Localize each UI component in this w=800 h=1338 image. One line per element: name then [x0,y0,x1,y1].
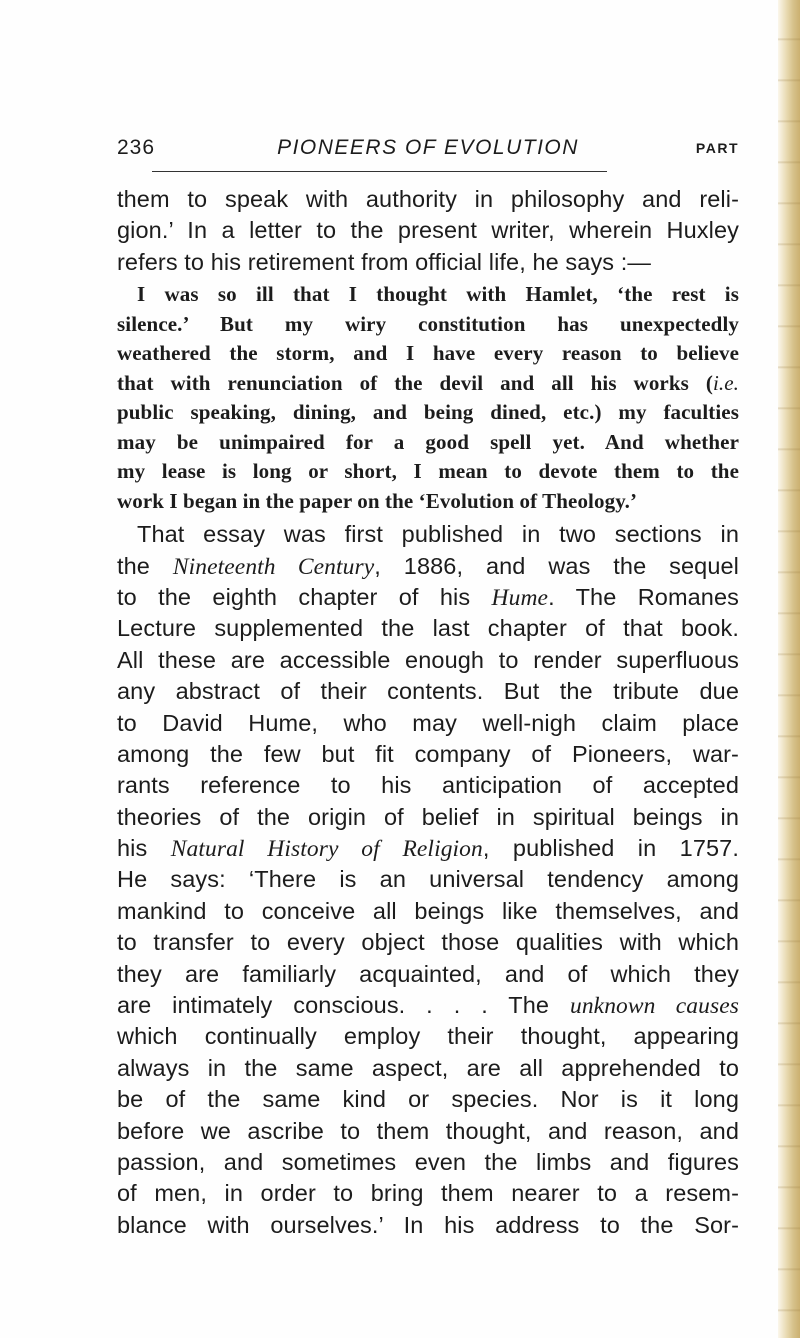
text-line: which continually employ their thought, appearing [117,1023,739,1050]
quote-line: work I began in the paper on the ‘Evolution of Theology.’ [117,488,638,513]
text-line: Lecture supplemented the last chapter of that book. [117,615,739,642]
text-line: any abstract of their contents. But the tribute due [117,678,739,705]
block-quote [117,280,739,516]
text-line: always in the same aspect, are all apprehended to [117,1054,739,1081]
emphasis: unknown causes [569,993,739,1020]
text-line: blance with ourselves.’ In his address to the Sor- [117,1211,739,1238]
running-title: PIONEERS OF EVOLUTION [277,136,579,159]
page-edge-texture [778,0,800,1338]
quote-line: I was so ill that I thought with Hamlet, ‘the rest is [137,282,739,307]
text-span: , published in 1757. [482,835,739,862]
text-span: are intimately conscious. . . . The [117,992,570,1019]
quote-line: may be unimpaired for a good spell yet. And whether [117,429,739,454]
running-header [117,136,739,166]
body-text [117,184,739,1241]
page-number: 236 [117,136,156,159]
header-rule [152,171,607,172]
text-line: refers to his retirement from official life, he says :— [117,248,651,275]
quote-line: silence.’ But my wiry constitution has unexpectedly [117,311,739,336]
text-line: theories of the origin of belief in spiritual beings in [117,803,739,830]
quote-line: my lease is long or short, I mean to devote them to the [117,459,739,484]
text-line: among the few but fit company of Pioneers, war- [117,740,739,767]
text-line: gion.’ In a letter to the present writer, wherein Huxley [117,217,739,244]
text-span: , 1886, and was the sequel [374,552,739,579]
book-title: Natural History of Religion [170,836,483,863]
text-line: mankind to conceive all beings like themselves, and [117,897,739,924]
text-line [117,551,739,582]
text-span: his [117,835,171,862]
book-title: Hume [491,584,549,611]
text-line: That essay was first published in two sections in [137,521,739,548]
quote-text: that with renunciation of the devil and all his works ( [117,370,713,395]
text-span: to the eighth chapter of his [117,583,492,610]
text-line: of men, in order to bring them nearer to a resem- [117,1180,739,1207]
part-label: PART [695,140,739,156]
text-line [117,833,739,864]
text-line: All these are accessible enough to render superfluous [117,646,739,673]
paragraph-2 [117,519,739,1241]
text-line: to David Hume, who may well-nigh claim place [117,709,739,736]
quote-italic: i.e. [712,370,739,395]
paragraph-1 [117,184,739,278]
text-line: before we ascribe to them thought, and reason, and [117,1117,739,1144]
quote-line: public speaking, dining, and being dined, etc.) my faculties [117,400,739,425]
quote-line [117,369,739,399]
text-line: He says: ‘There is an universal tendency among [117,866,739,893]
book-title: Nineteenth Century [172,553,375,580]
text-line: passion, and sometimes even the limbs and figures [117,1148,739,1175]
text-line: be of the same kind or species. Nor is it long [117,1086,739,1113]
text-line: they are familiarly acquainted, and of which they [117,960,739,987]
text-span: the [117,552,173,579]
text-span: . The Romanes [548,583,739,610]
text-line: them to speak with authority in philosophy and reli- [117,186,739,212]
text-line: rants reference to his anticipation of accepted [117,772,739,799]
quote-line: weathered the storm, and I have every reason to believe [117,341,739,366]
text-line: to transfer to every object those qualities with which [117,929,739,956]
text-line [117,582,739,613]
text-line [117,990,739,1021]
